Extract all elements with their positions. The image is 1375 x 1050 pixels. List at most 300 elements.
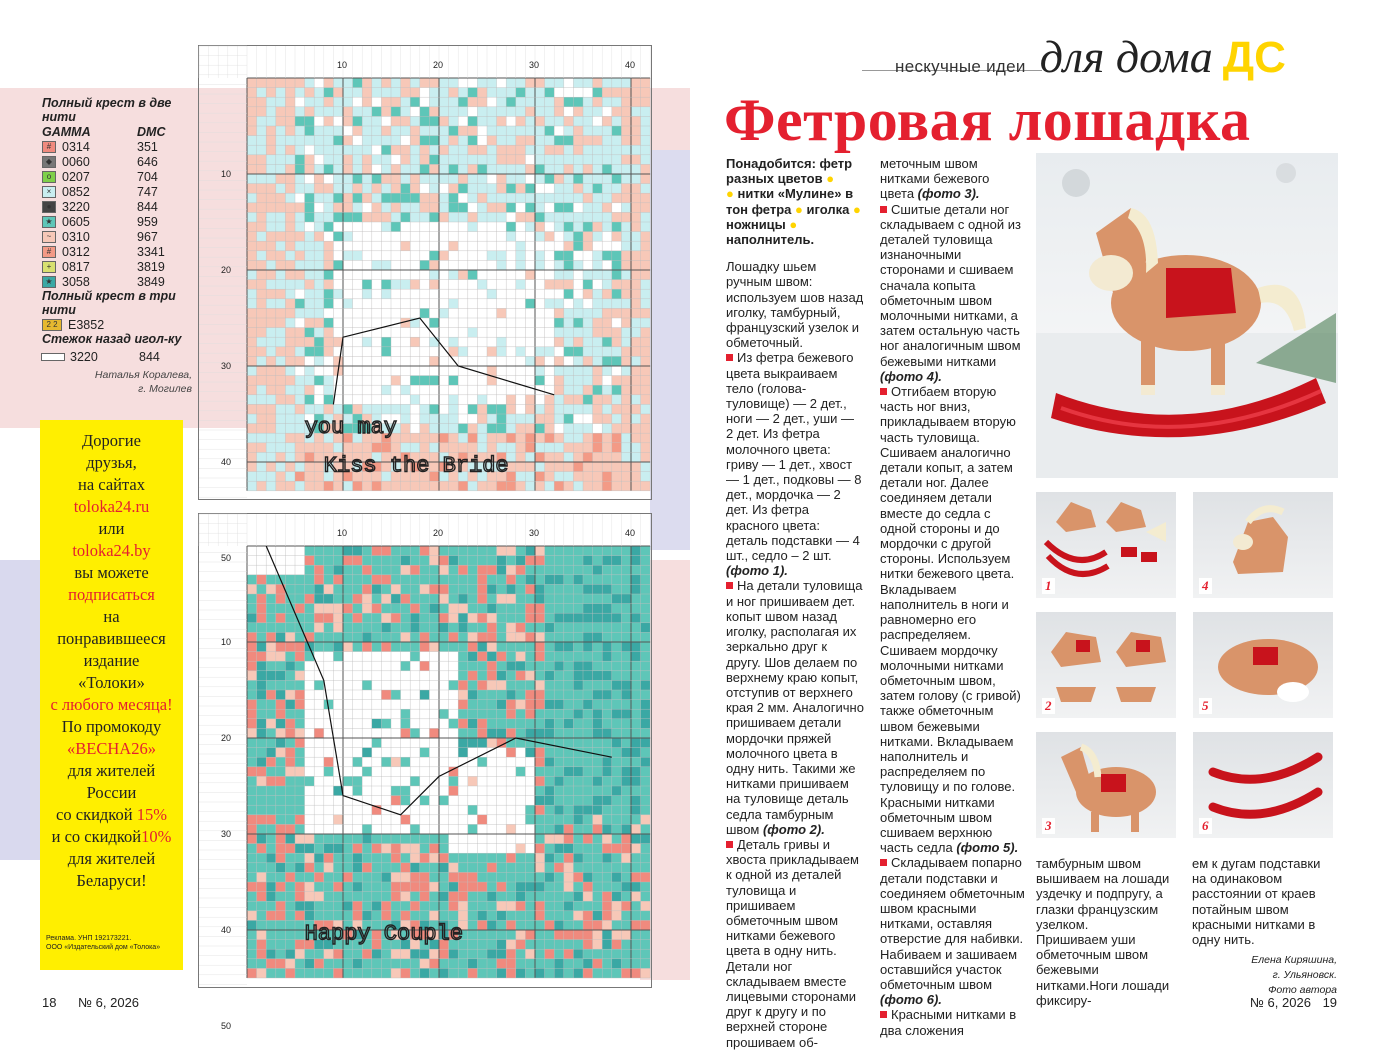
stitch-cell xyxy=(429,347,439,357)
stitch-cell xyxy=(573,863,583,873)
stitch-cell xyxy=(612,203,622,213)
stitch-cell xyxy=(333,815,343,825)
stitch-cell xyxy=(257,385,267,395)
stitch-cell xyxy=(257,786,267,796)
stitch-cell xyxy=(535,107,545,117)
stitch-cell xyxy=(525,232,535,242)
stitch-cell xyxy=(535,642,545,652)
stitch-cell xyxy=(573,222,583,232)
stitch-cell xyxy=(612,968,622,978)
stitch-cell xyxy=(593,107,603,117)
stitch-cell xyxy=(247,222,257,232)
stitch-cell xyxy=(583,690,593,700)
stitch-cell xyxy=(525,882,535,892)
stitch-cell xyxy=(353,748,363,758)
stitch-cell xyxy=(247,930,257,940)
stitch-cell xyxy=(362,882,372,892)
felt-horse-illustration xyxy=(1036,732,1176,838)
stitch-cell xyxy=(602,844,612,854)
stitch-cell xyxy=(266,815,276,825)
stitch-cell xyxy=(247,366,257,376)
stitch-cell xyxy=(247,318,257,328)
stitch-cell xyxy=(257,844,267,854)
paragraph xyxy=(1036,856,1181,932)
stitch-cell xyxy=(285,556,295,566)
stitch-cell xyxy=(429,690,439,700)
stitch-cell xyxy=(429,251,439,261)
stitch-cell xyxy=(487,959,497,969)
stitch-cell xyxy=(391,584,401,594)
stitch-cell xyxy=(458,126,468,136)
stitch-cell xyxy=(381,584,391,594)
stitch-cell xyxy=(468,920,478,930)
stitch-cell xyxy=(314,251,324,261)
stitch-cell xyxy=(314,452,324,462)
stitch-cell xyxy=(247,604,257,614)
stitch-cell xyxy=(573,546,583,556)
stitch-cell xyxy=(353,107,363,117)
stitch-cell xyxy=(372,565,382,575)
stitch-cell xyxy=(545,260,555,270)
stitch-cell xyxy=(372,959,382,969)
stitch-cell xyxy=(420,642,430,652)
stitch-cell xyxy=(468,289,478,299)
stitch-cell xyxy=(487,805,497,815)
stitch-cell xyxy=(458,299,468,309)
stitch-cell xyxy=(401,78,411,88)
stitch-cell xyxy=(362,709,372,719)
stitch-cell xyxy=(564,968,574,978)
stitch-cell xyxy=(305,815,315,825)
stitch-cell xyxy=(314,613,324,623)
stitch-cell xyxy=(305,452,315,462)
stitch-cell xyxy=(314,203,324,213)
stitch-cell xyxy=(458,911,468,921)
stitch-cell xyxy=(506,728,516,738)
stitch-cell xyxy=(410,546,420,556)
stitch-cell xyxy=(497,920,507,930)
stitch-cell xyxy=(593,241,603,251)
stitch-cell xyxy=(612,97,622,107)
stitch-cell xyxy=(343,107,353,117)
stitch-cell xyxy=(641,824,651,834)
stitch-cell xyxy=(573,613,583,623)
stitch-cell xyxy=(487,920,497,930)
stitch-cell xyxy=(449,700,459,710)
stitch-cell xyxy=(545,748,555,758)
stitch-cell xyxy=(525,584,535,594)
stitch-cell xyxy=(545,719,555,729)
stitch-cell xyxy=(295,203,305,213)
stitch-cell xyxy=(247,892,257,902)
stitch-cell xyxy=(497,776,507,786)
stitch-cell xyxy=(295,565,305,575)
stitch-cell xyxy=(497,709,507,719)
stitch-cell xyxy=(247,757,257,767)
stitch-cell xyxy=(612,796,622,806)
stitch-cell xyxy=(516,232,526,242)
stitch-cell xyxy=(468,652,478,662)
stitch-cell xyxy=(343,251,353,261)
stitch-cell xyxy=(631,546,641,556)
stitch-cell xyxy=(554,308,564,318)
stitch-cell xyxy=(525,892,535,902)
stitch-cell xyxy=(295,824,305,834)
stitch-cell xyxy=(468,546,478,556)
stitch-cell xyxy=(573,385,583,395)
stitch-cell xyxy=(458,318,468,328)
stitch-cell xyxy=(525,680,535,690)
stitch-cell xyxy=(285,892,295,902)
stitch-cell xyxy=(343,824,353,834)
stitch-cell xyxy=(295,796,305,806)
stitch-cell xyxy=(621,452,631,462)
stitch-cell xyxy=(343,709,353,719)
stitch-cell xyxy=(573,376,583,386)
stitch-cell xyxy=(257,145,267,155)
stitch-cell xyxy=(554,174,564,184)
stitch-cell xyxy=(362,776,372,786)
stitch-cell xyxy=(391,78,401,88)
stitch-cell xyxy=(525,824,535,834)
stitch-cell xyxy=(487,308,497,318)
stitch-cell xyxy=(458,575,468,585)
stitch-cell xyxy=(631,107,641,117)
stitch-cell xyxy=(353,882,363,892)
stitch-cell xyxy=(439,337,449,347)
stitch-cell xyxy=(573,203,583,213)
stitch-cell xyxy=(468,834,478,844)
article-column-4 xyxy=(1192,856,1337,998)
stitch-cell xyxy=(477,700,487,710)
stitch-cell xyxy=(362,203,372,213)
stitch-cell xyxy=(247,786,257,796)
stitch-cell xyxy=(305,604,315,614)
stitch-cell xyxy=(602,328,612,338)
stitch-cell xyxy=(612,251,622,261)
stitch-cell xyxy=(602,920,612,930)
stitch-cell xyxy=(506,709,516,719)
stitch-cell xyxy=(420,347,430,357)
stitch-cell xyxy=(545,738,555,748)
photo-reference: (фото 6). xyxy=(880,992,942,1008)
stitch-cell xyxy=(429,556,439,566)
stitch-cell xyxy=(343,815,353,825)
stitch-cell xyxy=(353,959,363,969)
stitch-cell xyxy=(353,308,363,318)
stitch-cell xyxy=(353,260,363,270)
stitch-cell xyxy=(516,959,526,969)
stitch-cell xyxy=(487,433,497,443)
stitch-cell xyxy=(305,632,315,642)
stitch-cell xyxy=(257,901,267,911)
stitch-cell xyxy=(314,308,324,318)
stitch-cell xyxy=(468,959,478,969)
stitch-cell xyxy=(516,680,526,690)
stitch-cell xyxy=(631,366,641,376)
felt-parts-illustration xyxy=(1036,612,1176,718)
stitch-cell xyxy=(381,289,391,299)
stitch-cell xyxy=(285,107,295,117)
stitch-cell xyxy=(324,738,334,748)
stitch-cell xyxy=(295,385,305,395)
stitch-cell xyxy=(535,872,545,882)
stitch-cell xyxy=(420,164,430,174)
stitch-cell xyxy=(612,337,622,347)
stitch-cell xyxy=(631,232,641,242)
stitch-cell xyxy=(372,78,382,88)
stitch-cell xyxy=(429,901,439,911)
stitch-cell xyxy=(285,623,295,633)
stitch-cell xyxy=(564,815,574,825)
stitch-cell xyxy=(641,834,651,844)
stitch-cell xyxy=(314,815,324,825)
stitch-cell xyxy=(266,844,276,854)
stitch-cell xyxy=(458,308,468,318)
stitch-cell xyxy=(545,78,555,88)
stitch-cell xyxy=(487,280,497,290)
stitch-cell xyxy=(391,632,401,642)
stitch-cell xyxy=(641,212,651,222)
stitch-cell xyxy=(381,604,391,614)
stitch-cell xyxy=(391,308,401,318)
stitch-cell xyxy=(602,356,612,366)
stitch-cell xyxy=(439,796,449,806)
stitch-cell xyxy=(381,546,391,556)
stitch-cell xyxy=(621,203,631,213)
stitch-cell xyxy=(266,155,276,165)
stitch-cell xyxy=(583,642,593,652)
stitch-cell xyxy=(266,270,276,280)
stitch-cell xyxy=(554,356,564,366)
stitch-cell xyxy=(554,452,564,462)
stitch-cell xyxy=(391,337,401,347)
stitch-cell xyxy=(487,356,497,366)
stitch-cell xyxy=(295,395,305,405)
stitch-cell xyxy=(621,78,631,88)
stitch-cell xyxy=(506,308,516,318)
stitch-cell xyxy=(516,863,526,873)
stitch-cell xyxy=(353,289,363,299)
stitch-cell xyxy=(391,193,401,203)
stitch-cell xyxy=(305,709,315,719)
stitch-cell xyxy=(314,299,324,309)
stitch-cell xyxy=(554,728,564,738)
stitch-cell xyxy=(506,786,516,796)
stitch-cell xyxy=(554,719,564,729)
stitch-cell xyxy=(420,546,430,556)
stitch-cell xyxy=(545,920,555,930)
stitch-cell xyxy=(362,959,372,969)
stitch-cell xyxy=(314,652,324,662)
stitch-cell xyxy=(516,241,526,251)
stitch-cell xyxy=(631,815,641,825)
stitch-cell xyxy=(593,671,603,681)
stitch-cell xyxy=(641,462,651,472)
stitch-cell xyxy=(477,930,487,940)
stitch-cell xyxy=(305,719,315,729)
stitch-cell xyxy=(477,97,487,107)
stitch-cell xyxy=(343,584,353,594)
stitch-cell xyxy=(362,546,372,556)
stitch-cell xyxy=(305,680,315,690)
stitch-cell xyxy=(621,472,631,482)
stitch-cell xyxy=(362,78,372,88)
stitch-cell xyxy=(573,270,583,280)
felt-parts-illustration xyxy=(1036,492,1176,598)
stitch-cell xyxy=(573,126,583,136)
stitch-cell xyxy=(324,565,334,575)
stitch-cell xyxy=(353,815,363,825)
stitch-cell xyxy=(583,337,593,347)
stitch-cell xyxy=(343,145,353,155)
stitch-cell xyxy=(439,690,449,700)
stitch-cell xyxy=(333,623,343,633)
stitch-cell xyxy=(545,652,555,662)
stitch-cell xyxy=(247,328,257,338)
stitch-cell xyxy=(593,337,603,347)
stitch-cell xyxy=(487,892,497,902)
legend-gamma: 0207 xyxy=(62,169,90,184)
ad-line: toloka24.ru xyxy=(73,497,150,516)
stitch-cell xyxy=(631,97,641,107)
stitch-cell xyxy=(324,824,334,834)
stitch-cell xyxy=(381,853,391,863)
stitch-cell xyxy=(324,546,334,556)
stitch-cell xyxy=(602,164,612,174)
stitch-cell xyxy=(612,911,622,921)
stitch-cell xyxy=(410,680,420,690)
stitch-cell xyxy=(285,815,295,825)
stitch-cell xyxy=(410,565,420,575)
signature-city: г. Ульяновск. xyxy=(1272,969,1337,982)
stitch-cell xyxy=(583,719,593,729)
stitch-cell xyxy=(266,959,276,969)
stitch-cell xyxy=(641,949,651,959)
stitch-cell xyxy=(449,584,459,594)
stitch-cell xyxy=(564,949,574,959)
stitch-cell xyxy=(621,565,631,575)
stitch-cell xyxy=(554,594,564,604)
stitch-cell xyxy=(305,251,315,261)
stitch-cell xyxy=(621,318,631,328)
stitch-cell xyxy=(535,728,545,738)
stitch-cell xyxy=(535,767,545,777)
stitch-cell xyxy=(343,604,353,614)
stitch-cell xyxy=(497,700,507,710)
stitch-cell xyxy=(305,97,315,107)
stitch-cell xyxy=(641,97,651,107)
stitch-cell xyxy=(516,97,526,107)
rubric-small: нескучные идеи xyxy=(895,57,1026,76)
stitch-cell xyxy=(343,834,353,844)
stitch-cell xyxy=(257,395,267,405)
stitch-cell xyxy=(295,652,305,662)
stitch-cell xyxy=(353,385,363,395)
stitch-cell xyxy=(266,318,276,328)
stitch-cell xyxy=(401,212,411,222)
paragraph xyxy=(880,855,1025,1007)
stitch-cell xyxy=(285,164,295,174)
stitch-cell xyxy=(410,481,420,491)
stitch-cell xyxy=(391,97,401,107)
stitch-cell xyxy=(285,546,295,556)
stitch-cell xyxy=(439,757,449,767)
y-tick-label: 40 xyxy=(221,925,232,935)
stitch-cell xyxy=(333,78,343,88)
fine-print-line: ООО «Издательский дом «Толока» xyxy=(46,944,161,951)
stitch-cell xyxy=(429,575,439,585)
stitch-cell xyxy=(525,652,535,662)
stitch-cell xyxy=(593,738,603,748)
stitch-cell xyxy=(247,376,257,386)
stitch-cell xyxy=(285,308,295,318)
stitch-cell xyxy=(564,872,574,882)
stitch-cell xyxy=(305,347,315,357)
stitch-cell xyxy=(583,164,593,174)
signature-name: Елена Киряшина, xyxy=(1251,954,1337,967)
stitch-cell xyxy=(439,308,449,318)
stitch-cell xyxy=(285,404,295,414)
stitch-cell xyxy=(266,652,276,662)
stitch-cell xyxy=(506,776,516,786)
stitch-cell xyxy=(573,748,583,758)
stitch-cell xyxy=(449,328,459,338)
stitch-cell xyxy=(477,556,487,566)
stitch-cell xyxy=(324,443,334,453)
stitch-cell xyxy=(314,767,324,777)
stitch-cell xyxy=(295,853,305,863)
stitch-cell xyxy=(391,116,401,126)
stitch-cell xyxy=(305,481,315,491)
stitch-cell xyxy=(449,78,459,88)
stitch-cell xyxy=(535,251,545,261)
stitch-cell xyxy=(516,443,526,453)
stitch-cell xyxy=(314,949,324,959)
stitch-cell xyxy=(487,642,497,652)
stitch-cell xyxy=(583,193,593,203)
stitch-cell xyxy=(391,251,401,261)
stitch-cell xyxy=(641,584,651,594)
photo-number: 2 xyxy=(1042,698,1055,714)
stitch-cell xyxy=(420,700,430,710)
stitch-cell xyxy=(602,270,612,280)
stitch-cell xyxy=(621,824,631,834)
stitch-cell xyxy=(631,280,641,290)
stitch-cell xyxy=(429,623,439,633)
stitch-cell xyxy=(458,356,468,366)
stitch-cell xyxy=(535,424,545,434)
stitch-cell xyxy=(621,709,631,719)
stitch-cell xyxy=(276,824,286,834)
stitch-cell xyxy=(641,414,651,424)
stitch-cell xyxy=(525,414,535,424)
stitch-cell xyxy=(439,661,449,671)
stitch-cell xyxy=(564,260,574,270)
paragraph-text: На детали туловища и ног пришиваем дет. копыт швом назад иголку, располагая их зеркально друг к другу. Шов делаем по верхнему краю копыт, отступив от верхнего края 2 мм. Аналогично пришиваем детали мордочки пряжей молочного цвета в одну нить. Такими же нитками пришиваем на туловище деталь седла тамбурным швом xyxy=(726,578,864,837)
stitch-cell xyxy=(439,222,449,232)
stitch-cell xyxy=(305,748,315,758)
stitch-cell xyxy=(602,776,612,786)
ad-line: По промокоду xyxy=(61,717,162,736)
stitch-cell xyxy=(564,652,574,662)
stitch-cell xyxy=(554,136,564,146)
stitch-cell xyxy=(545,844,555,854)
stitch-cell xyxy=(525,107,535,117)
stitch-cell xyxy=(583,366,593,376)
stitch-cell xyxy=(420,604,430,614)
stitch-cell xyxy=(276,145,286,155)
